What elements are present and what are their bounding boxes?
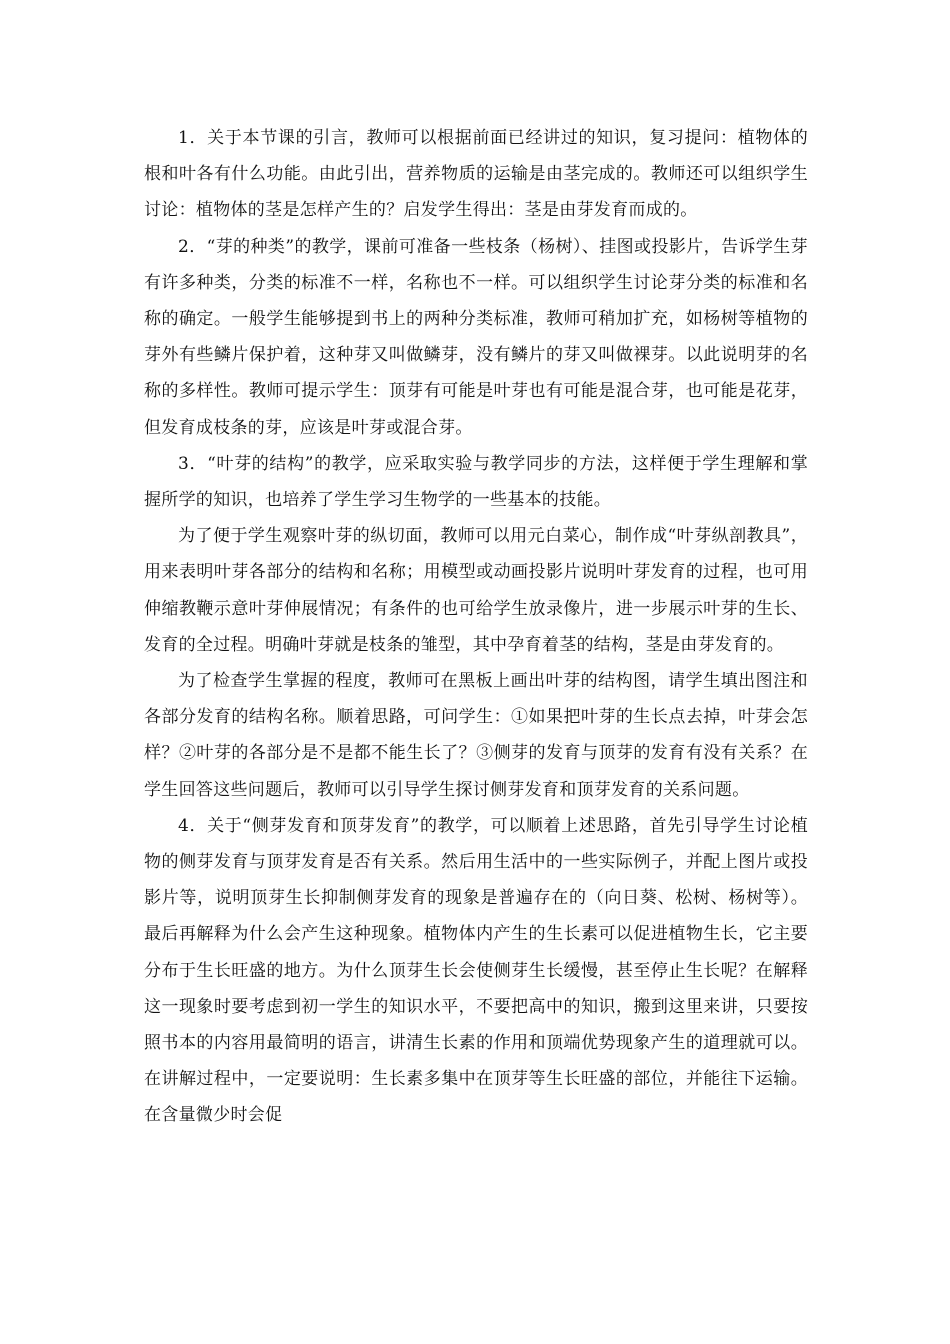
paragraph-1: 1．关于本节课的引言，教师可以根据前面已经讲过的知识，复习提问：植物体的根和叶各有什么功能。由此引出，营养物质的运输是由茎完成的。教师还可以组织学生讨论：植物体的茎是怎样产生的？启发学生得出：茎是由芽发育而成的。: [144, 128, 808, 221]
document-body: [144, 120, 808, 1134]
paragraph-2: 2．“芽的种类”的教学，课前可准备一些枝条（杨树）、挂图或投影片，告诉学生芽有许多种类，分类的标准不一样，名称也不一样。可以组织学生讨论芽分类的标准和名称的确定。一般学生能够提到书上的两种分类标准，教师可稍加扩充，如杨树等植物的芽外有些鳞片保护着，这种芽又叫做鳞芽，没有鳞片的芽又叫做裸芽。以此说明芽的名称的多样性。教师可提示学生：顶芽有可能是叶芽也有可能是混合芽，也可能是花芽，但发育成枝条的芽，应该是叶芽或混合芽。: [144, 236, 808, 438]
paragraph-6: 4．关于“侧芽发育和顶芽发育”的教学，可以顺着上述思路，首先引导学生讨论植物的侧芽发育与顶芽发育是否有关系。然后用生活中的一些实际例子，并配上图片或投影片等，说明顶芽生长抑制侧芽发育的现象是普遍存在的（向日葵、松树、杨树等）。最后再解释为什么会产生这种现象。植物体内产生的生长素可以促进植物生长，它主要分布于生长旺盛的地方。为什么顶芽生长会使侧芽生长缓慢，甚至停止生长呢？在解释这一现象时要考虑到初一学生的知识水平，不要把高中的知识，搬到这里来讲，只要按照书本的内容用最简明的语言，讲清生长素的作用和顶端优势现象产生的道理就可以。在讲解过程中，一定要说明：生长素多集中在顶芽等生长旺盛的部位，并能往下运输。在含量微少时会促: [144, 815, 808, 1126]
paragraph-5: 为了检查学生掌握的程度，教师可在黑板上画出叶芽的结构图，请学生填出图注和各部分发育的结构名称。顺着思路，可问学生：①如果把叶芽的生长点去掉，叶芽会怎样？②叶芽的各部分是不是都不能生长了？③侧芽的发育与顶芽的发育有没有关系？在学生回答这些问题后，教师可以引导学生探讨侧芽发育和顶芽发育的关系问题。: [144, 671, 808, 800]
paragraph-3: 3．“叶芽的结构”的教学，应采取实验与教学同步的方法，这样便于学生理解和掌握所学的知识，也培养了学生学习生物学的一些基本的技能。: [144, 453, 808, 511]
paragraph-4: 为了便于学生观察叶芽的纵切面，教师可以用元白菜心，制作成“叶芽纵剖教具”，用来表明叶芽各部分的结构和名称；用模型或动画投影片说明叶芽发育的过程，也可用伸缩教鞭示意叶芽伸展情况；有条件的也可给学生放录像片，进一步展示叶芽的生长、发育的全过程。明确叶芽就是枝条的雏型，其中孕育着茎的结构，茎是由芽发育的。: [144, 526, 808, 655]
